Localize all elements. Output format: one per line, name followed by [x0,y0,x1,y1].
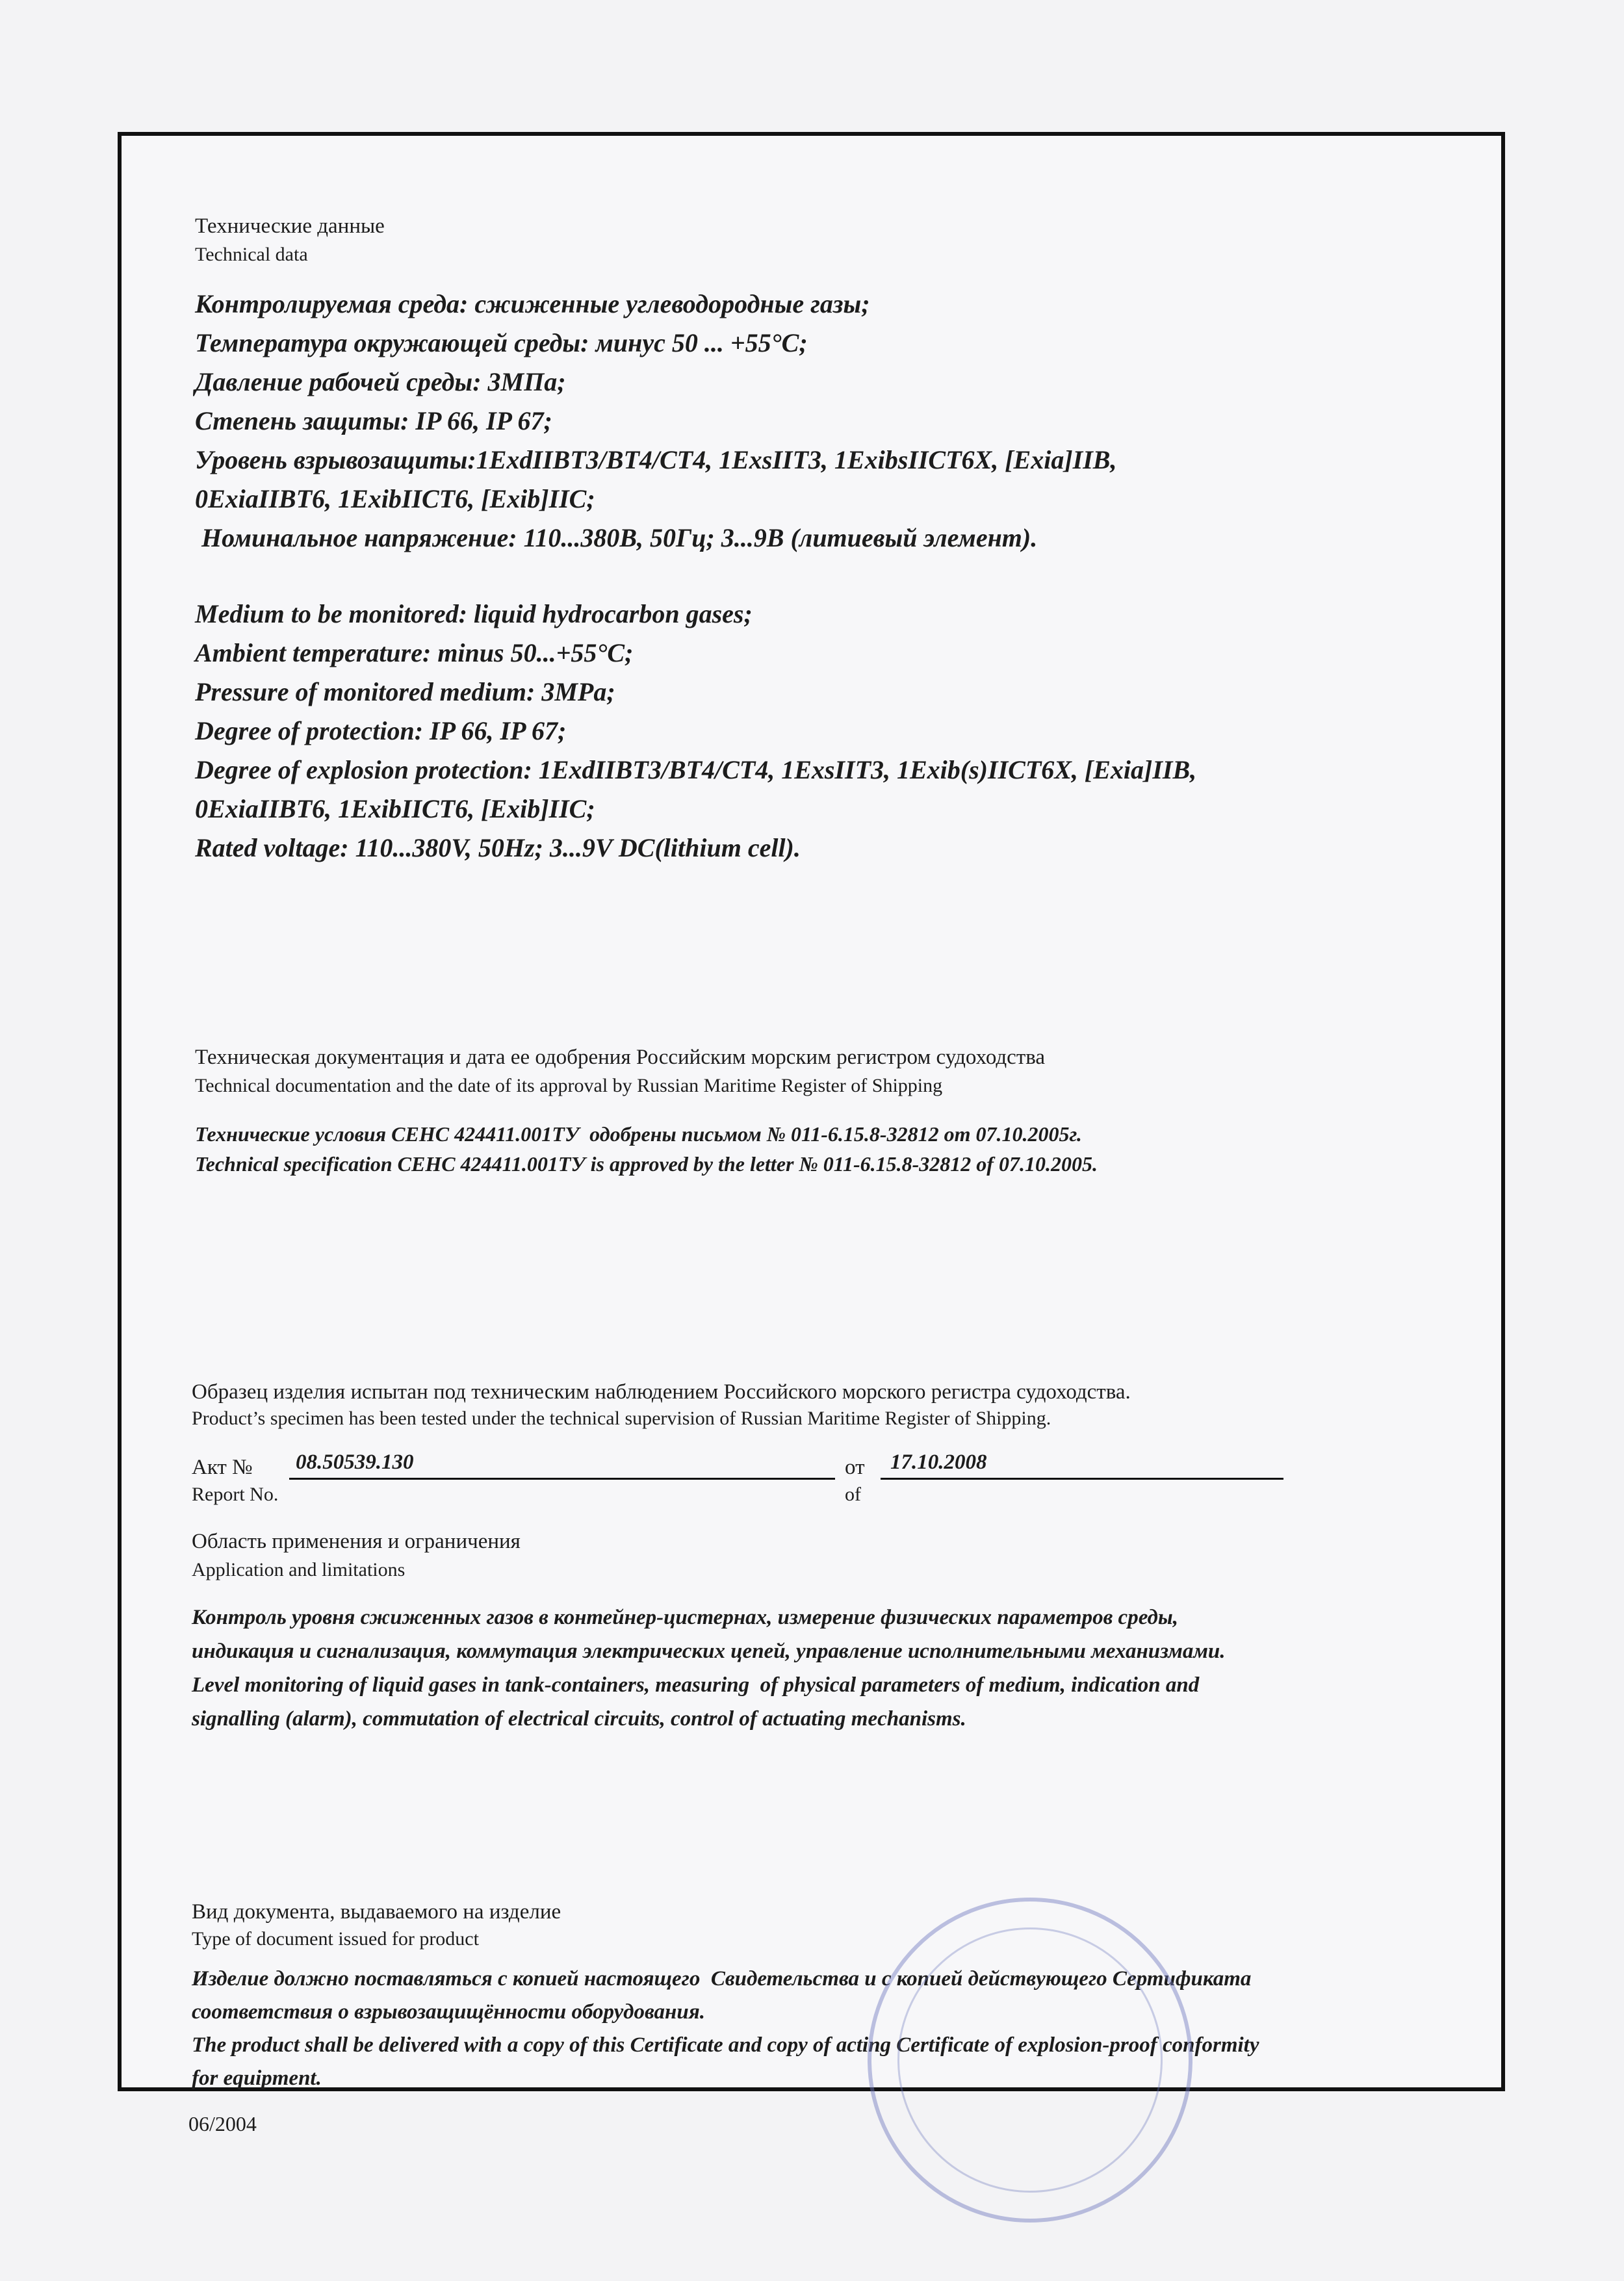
specimen-line-en: Product’s specimen has been tested under the technical supervision of Russian Maritime Register of Shipping. [192,1408,1051,1429]
technical-data-en-block [195,595,1196,868]
report-date-underline [881,1478,1283,1480]
spec-line-ru: Степень защиты: IP 66, IP 67; [195,406,552,435]
spec-line-ru: Номинальное напряжение: 110...380В, 50Гц; 3...9В (литиевый элемент). [195,523,1038,552]
document-type-heading-ru: Вид документа, выдаваемого на изделие [192,1900,561,1924]
document-type-line: соответствия о взрывозащищённости оборудования. [192,2000,705,2024]
spec-line-en: Rated voltage: 110...380V, 50Hz; 3...9V DC(lithium cell). [195,833,801,862]
application-line: signalling (alarm), commutation of electrical circuits, control of actuating mechanisms. [192,1707,966,1731]
technical-data-ru-block [195,285,1116,558]
specimen-line-ru: Образец изделия испытан под техническим наблюдением Российского морского регистра судоходства. [192,1380,1131,1404]
technical-data-heading-ru: Технические данные [195,214,385,238]
application-line: индикация и сигнализация, коммутация электрических цепей, управление исполнительными механизмами. [192,1640,1226,1663]
report-number-underline [289,1478,835,1480]
technical-data-heading-en: Technical data [195,244,308,265]
spec-line-ru: 0ExiaIIBT6, 1ExibIICT6, [Exib]IIC; [195,484,595,513]
spec-line-en: Medium to be monitored: liquid hydrocarbon gases; [195,599,753,628]
report-label-en: Report No. [192,1484,279,1505]
document-type-line: for equipment. [192,2067,322,2090]
spec-line-ru: Уровень взрывозащиты:1ExdIIBT3/BT4/CT4, 1ExsIIT3, 1ExibsIICT6X, [Exia]IIB, [195,445,1117,474]
application-line: Контроль уровня сжиженных газов в контейнер-цистернах, измерение физических параметров среды, [192,1606,1179,1629]
register-stamp [868,1898,1192,2223]
document-type-line: Изделие должно поставляться с копией настоящего Свидетельства и с копией действующего Сертификата [192,1967,1252,1991]
application-body [192,1601,1226,1736]
documentation-body [195,1119,1098,1179]
form-code: 06/2004 [188,2112,257,2135]
spec-line-en: Ambient temperature: minus 50...+55°C; [195,638,634,667]
document-type-line: The product shall be delivered with a copy of this Certificate and copy of acting Certificate of explosion-proof conformity [192,2033,1259,2057]
report-date: 17.10.2008 [890,1450,987,1474]
report-label-ru: Акт № [192,1456,253,1479]
spec-line-en: Degree of explosion protection: 1ExdIIBT3/BT4/CT4, 1ExsIIT3, 1Exib(s)IICT6X, [Exia]IIB, [195,755,1197,784]
spec-line-ru: Контролируемая среда: сжиженные углеводородные газы; [195,289,870,318]
documentation-heading-en: Technical documentation and the date of its approval by Russian Maritime Register of Shipping [195,1075,943,1096]
date-label-en: of [845,1484,861,1505]
document-type-heading-en: Type of document issued for product [192,1928,479,1950]
date-label-ru: от [845,1456,865,1479]
spec-line-en: Degree of protection: IP 66, IP 67; [195,716,567,745]
documentation-heading-ru: Техническая документация и дата ее одобрения Российским морским регистром судоходства [195,1046,1046,1069]
application-heading-en: Application and limitations [192,1559,406,1580]
application-heading-ru: Область применения и ограничения [192,1530,521,1553]
spec-line-en: Pressure of monitored medium: 3MPa; [195,677,615,706]
spec-line-en: 0ExiaIIBT6, 1ExibIICT6, [Exib]IIC; [195,794,595,823]
application-line: Level monitoring of liquid gases in tank-containers, measuring of physical parameters of medium, indication and [192,1673,1200,1697]
documentation-line-ru: Технические условия СЕНС 424411.001ТУ одобрены письмом № 011-6.15.8-32812 от 07.10.2005г. [195,1122,1082,1146]
report-number: 08.50539.130 [296,1450,414,1474]
documentation-line-en: Technical specification СЕНС 424411.001ТУ is approved by the letter № 011-6.15.8-32812 of 07.10.2005. [195,1152,1098,1176]
spec-line-ru: Давление рабочей среды: 3МПа; [195,367,566,396]
spec-line-ru: Температура окружающей среды: минус 50 ... +55°С; [195,328,808,357]
